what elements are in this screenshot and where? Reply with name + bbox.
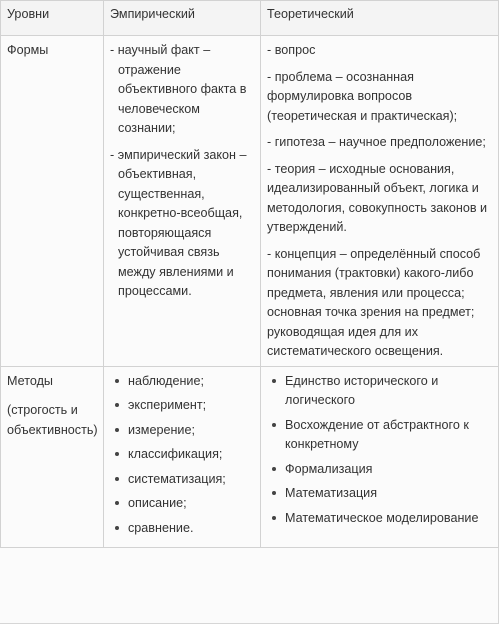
list-item (110, 445, 254, 465)
bullet-icon (115, 452, 119, 456)
list-item (267, 460, 492, 480)
list-item (267, 509, 492, 529)
empirical-methods-list (110, 372, 254, 539)
methods-empirical-cell (104, 366, 261, 548)
list-item (110, 519, 254, 539)
bullet-icon (272, 423, 276, 427)
methods-note: (строгость и объективность) (7, 403, 98, 437)
bullet-icon (115, 428, 119, 432)
empirical-method-label: классификация; (128, 447, 223, 462)
list-item (110, 372, 254, 392)
empirical-method-label: измерение; (128, 422, 195, 437)
empirical-form-item: - эмпирический закон – объективная, существенная, конкретно-всеобщая, повторяющаяся устойчивая связь между явлениями и процессами. (110, 147, 247, 299)
bullet-icon (272, 467, 276, 471)
theoretical-method-label: Восхождение от абстрактного к конкретному (285, 417, 469, 452)
theoretical-form-item: - гипотеза – научное предположение; (267, 135, 486, 150)
forms-empirical-cell (104, 36, 261, 367)
header-row (1, 1, 499, 36)
list-item (267, 372, 492, 411)
methods-label: Методы (7, 373, 53, 388)
bullet-icon (272, 516, 276, 520)
bullet-icon (115, 501, 119, 505)
list-item (110, 470, 254, 490)
empirical-method-label: систематизация; (128, 471, 226, 486)
bullet-icon (115, 477, 119, 481)
empirical-form-item: - научный факт – отражение объективного факта в человеческом сознании; (110, 43, 247, 136)
theoretical-methods-list (267, 372, 492, 529)
empirical-method-label: эксперимент; (128, 398, 207, 413)
header-levels: Уровни (1, 1, 104, 36)
header-empirical: Эмпирический (104, 1, 261, 36)
list-item (267, 416, 492, 455)
list-item (110, 494, 254, 514)
theoretical-method-label: Математизация (285, 486, 378, 501)
empirical-method-label: описание; (128, 496, 187, 511)
theoretical-form-item: - вопрос (267, 43, 316, 57)
empirical-method-label: сравнение. (128, 520, 194, 535)
theoretical-form-item: - проблема – осознанная формулировка вопросов (теоретическая и практическая); (267, 69, 458, 123)
bullet-icon (115, 403, 119, 407)
empirical-method-label: наблюдение; (128, 373, 204, 388)
methods-row (1, 366, 499, 548)
theoretical-method-label: Математическое моделирование (285, 510, 479, 525)
forms-label: Формы (1, 36, 104, 367)
forms-theoretical-cell (261, 36, 499, 367)
bullet-icon (272, 379, 276, 383)
bullet-icon (115, 379, 119, 383)
theoretical-method-label: Формализация (285, 461, 373, 476)
methods-label-cell (1, 366, 104, 548)
theoretical-method-label: Единство исторического и логического (285, 373, 439, 408)
list-item (110, 421, 254, 441)
header-theoretical: Теоретический (261, 1, 499, 36)
bullet-icon (115, 526, 119, 530)
forms-row (1, 36, 499, 367)
bullet-icon (272, 491, 276, 495)
theoretical-form-item: - теория – исходные основания, идеализированный объект, логика и методология, совокупность законов и утверждений. (267, 161, 488, 235)
theoretical-form-item: - концепция – определённый способ понимания (трактовки) какого-либо предмета, явления или процесса; основная точка зрения на предмет; руководящая идея для их систематического освещения. (267, 246, 481, 359)
list-item (110, 396, 254, 416)
list-item (267, 484, 492, 504)
methods-theoretical-cell (261, 366, 499, 548)
